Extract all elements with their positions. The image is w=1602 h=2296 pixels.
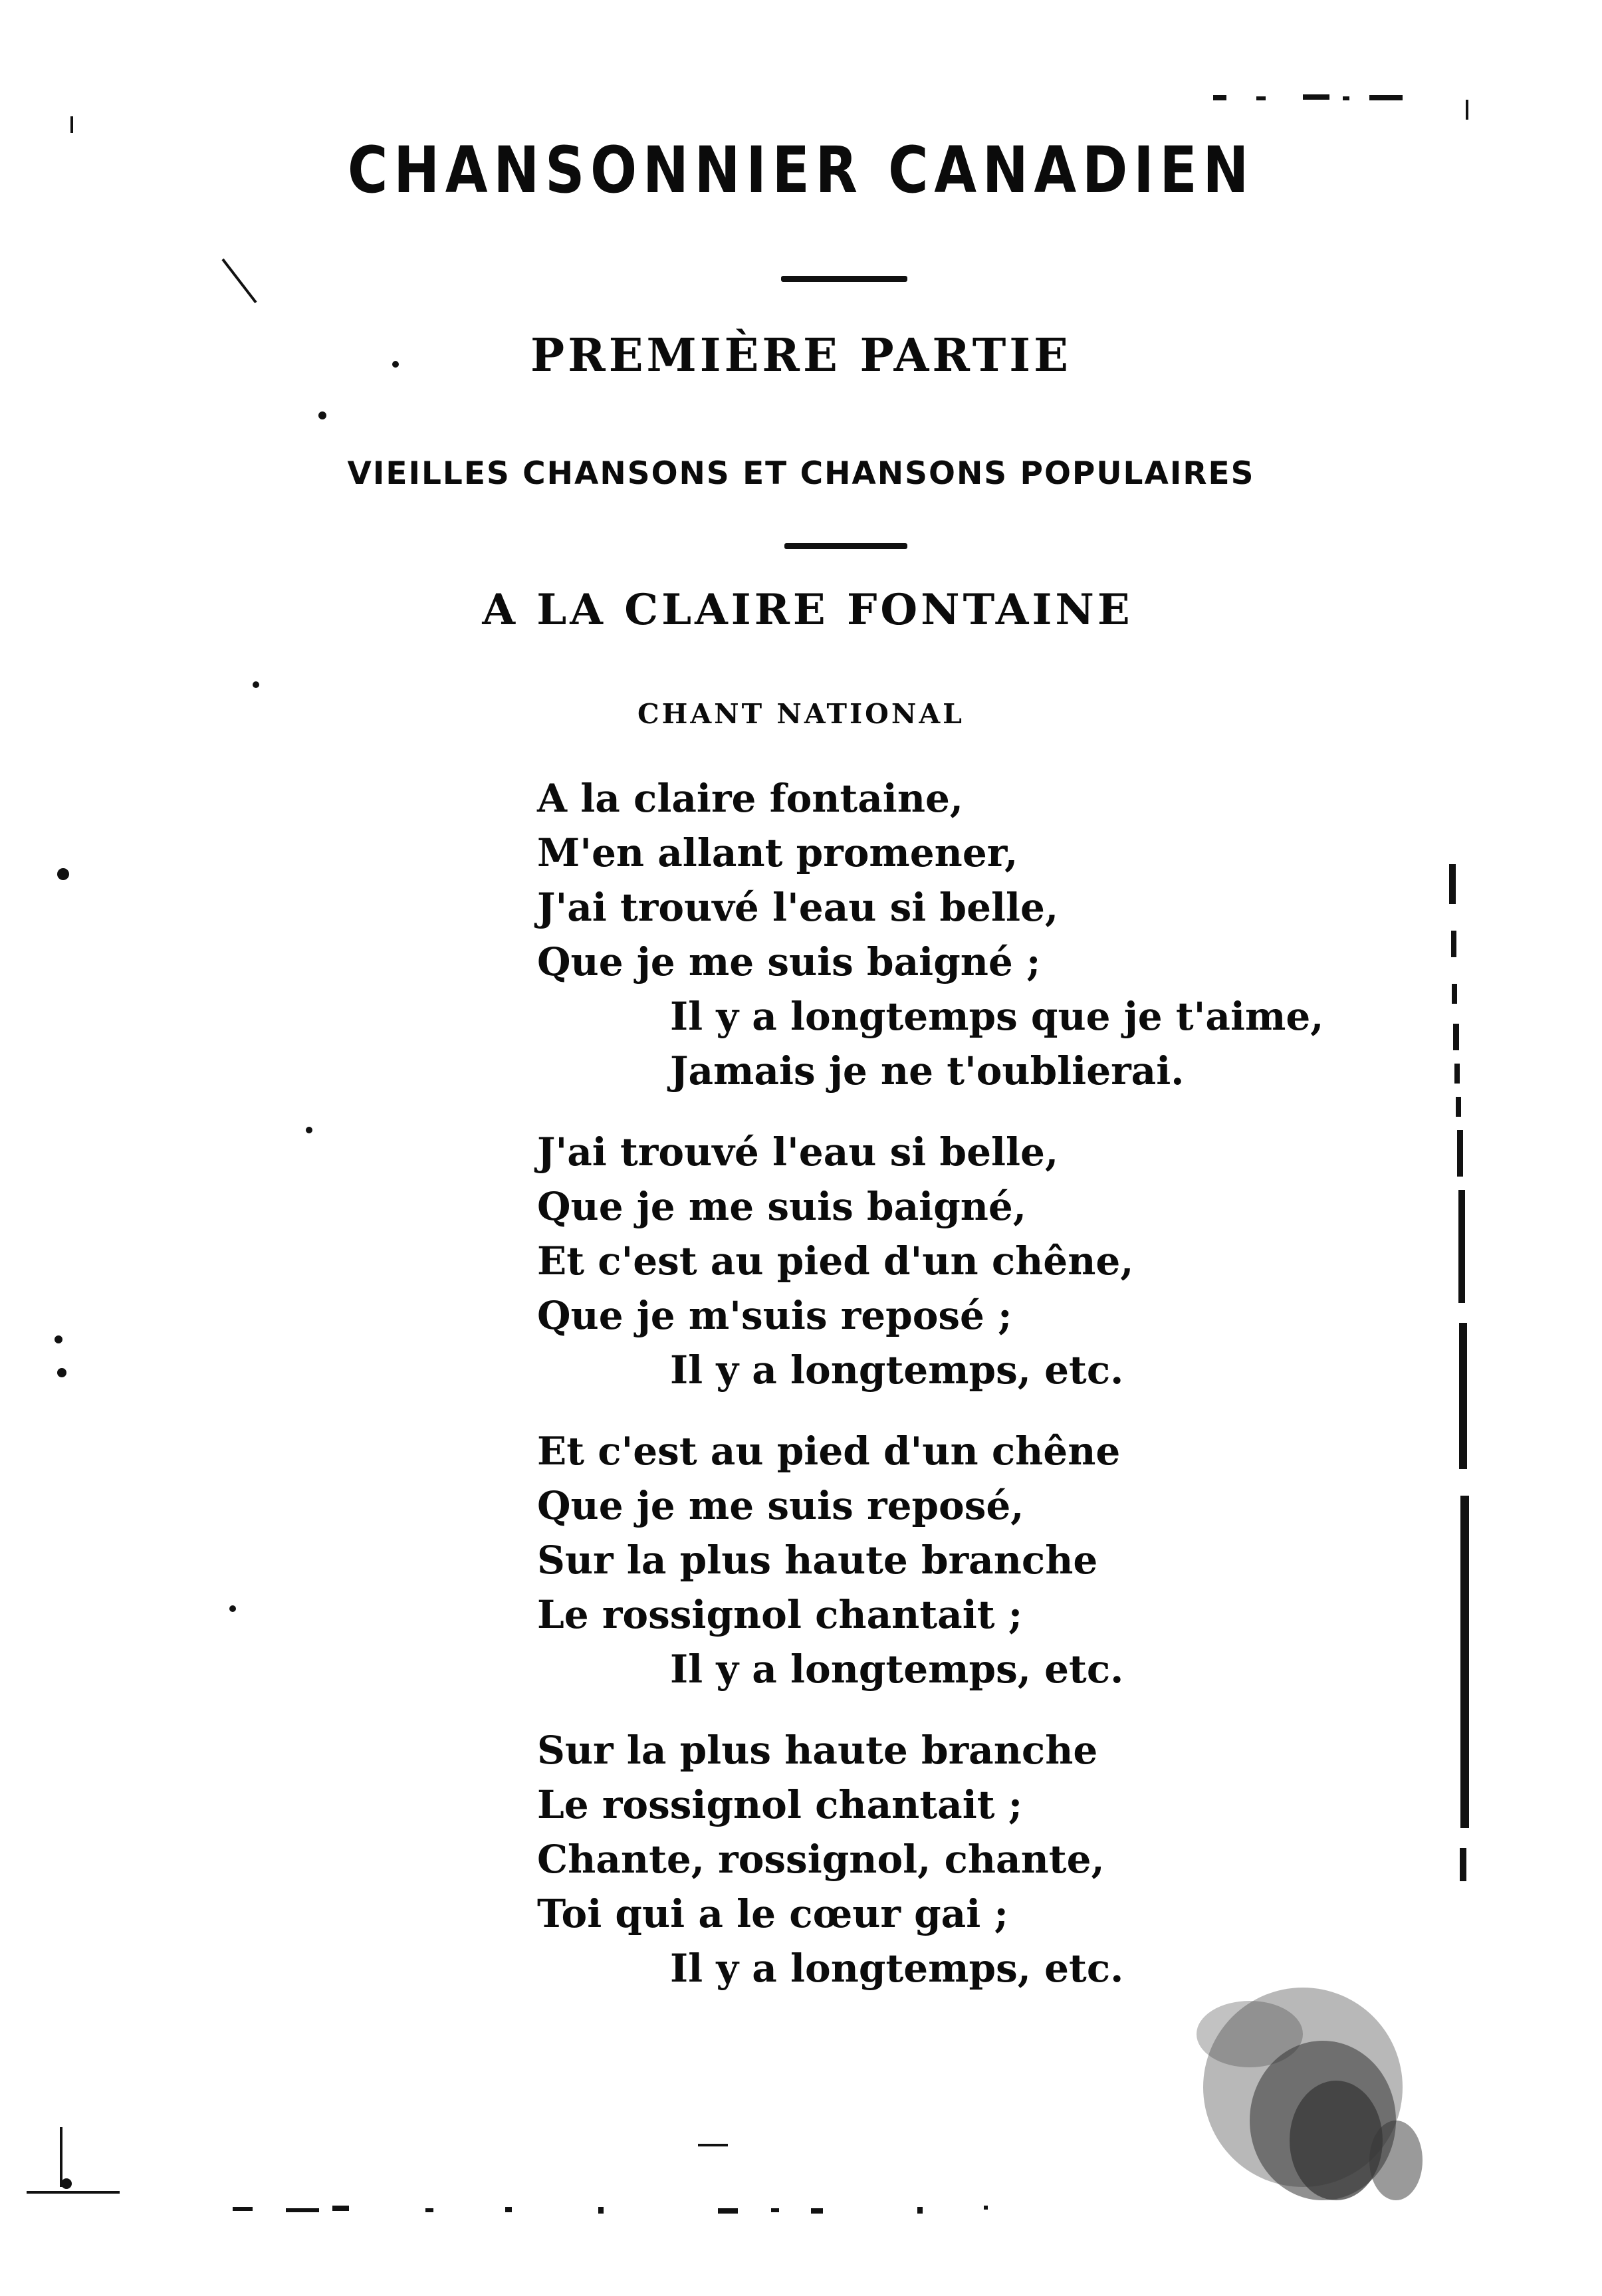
- verse-line: Et c'est au pied d'un chêne,: [537, 1238, 1134, 1284]
- verse-line: M'en allant promener,: [537, 830, 1018, 875]
- verse-line: Toi qui a le cœur gai ;: [537, 1891, 1008, 1936]
- verse-line: Le rossignol chantait ;: [537, 1782, 1023, 1827]
- verse-line: A la claire fontaine,: [537, 776, 964, 821]
- verse-line: Et c'est au pied d'un chêne: [537, 1429, 1121, 1474]
- verse-line: Sur la plus haute branche: [537, 1728, 1098, 1773]
- verse-line: J'ai trouvé l'eau si belle,: [537, 1129, 1059, 1175]
- refrain-line: Il y a longtemps que je t'aime,: [670, 994, 1324, 1039]
- book-title: CHANSONNIER CANADIEN: [347, 133, 1255, 207]
- verse-line: Que je me suis baigné,: [537, 1184, 1027, 1229]
- refrain-line: Il y a longtemps, etc.: [670, 1647, 1124, 1692]
- part-title: PREMIÈRE PARTIE: [530, 329, 1072, 382]
- verse-line: Que je me suis reposé,: [537, 1483, 1024, 1528]
- verse-line: Sur la plus haute branche: [537, 1538, 1098, 1583]
- refrain-line: Il y a longtemps, etc.: [670, 1946, 1124, 1991]
- song-subtitle: CHANT NATIONAL: [637, 698, 965, 730]
- verse-line: J'ai trouvé l'eau si belle,: [537, 885, 1059, 930]
- verse-line: Le rossignol chantait ;: [537, 1592, 1023, 1637]
- verse-line: Que je m'suis reposé ;: [537, 1293, 1012, 1338]
- verse-line: Que je me suis baigné ;: [537, 939, 1041, 984]
- refrain-line: Il y a longtemps, etc.: [670, 1347, 1124, 1393]
- song-title: A LA CLAIRE FONTAINE: [482, 585, 1133, 635]
- section-title: VIEILLES CHANSONS ET CHANSONS POPULAIRES: [347, 455, 1255, 492]
- refrain-line: Jamais je ne t'oublierai.: [670, 1048, 1185, 1093]
- verse-line: Chante, rossignol, chante,: [537, 1837, 1105, 1882]
